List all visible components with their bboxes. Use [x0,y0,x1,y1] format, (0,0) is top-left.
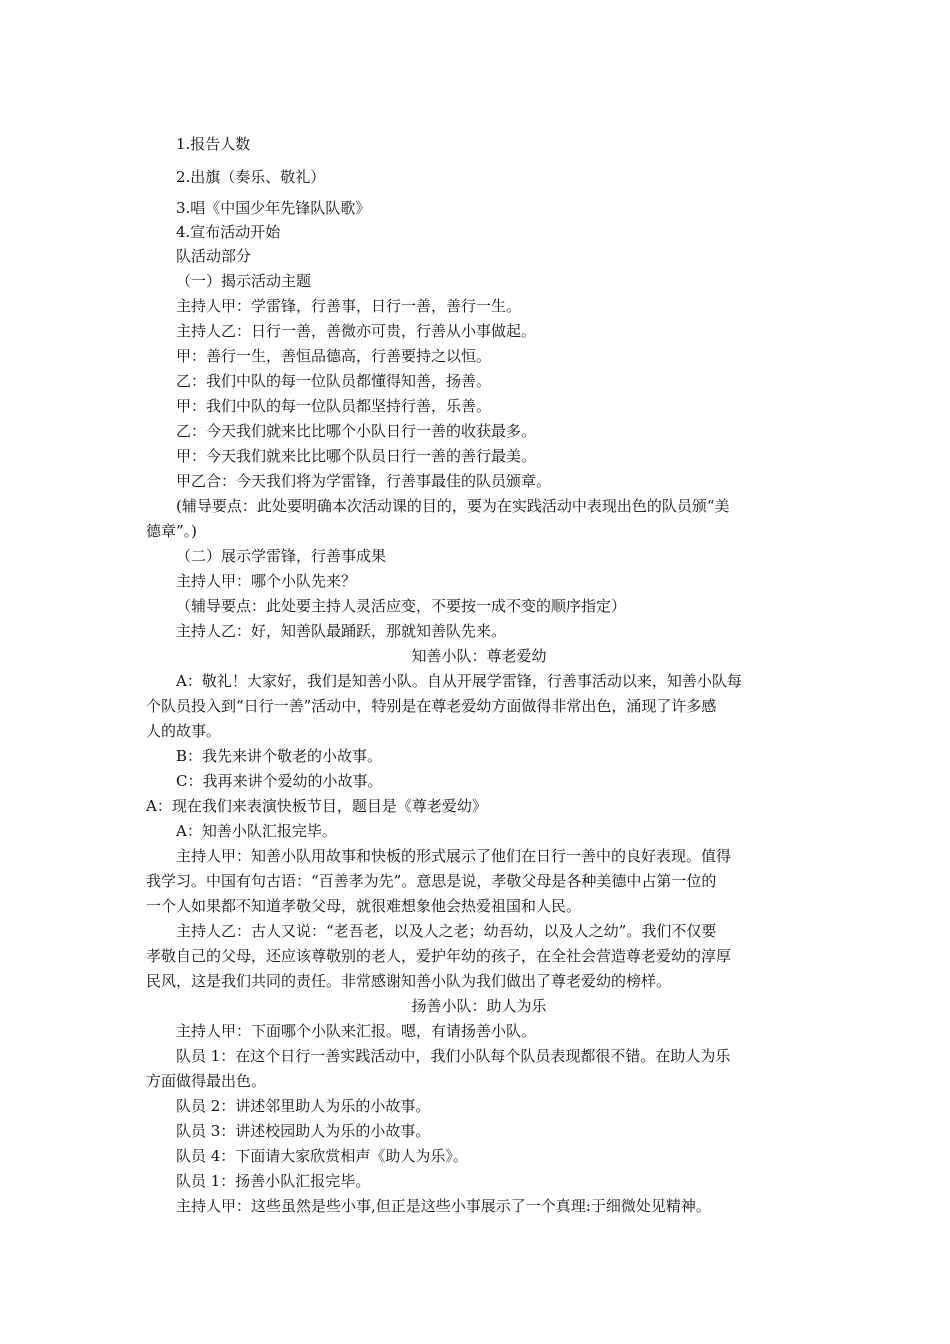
text-line: 队员 3：讲述校园助人为乐的小故事。 [176,1122,431,1140]
text-line: 甲：今天我们就来比比哪个队员日行一善的善行最美。 [176,447,537,465]
agenda-item-3: 3.唱《中国少年先锋队队歌》 [176,199,371,217]
section-heading: 队活动部分 [176,247,252,265]
guidance-note: (辅导要点：此处要明确本次活动课的目的，要为在实践活动中表现出色的队员颁“美 [176,497,730,515]
text-line: 甲：我们中队的每一位队员都坚持行善，乐善。 [176,397,492,415]
text-line: 主持人甲：下面哪个小队来汇报。嗯，有请扬善小队。 [176,1022,537,1040]
text-line: 个队员投入到“日行一善”活动中，特别是在尊老爱幼方面做得非常出色，涌现了许多感 [146,697,717,715]
text-line: 方面做得最出色。 [146,1072,267,1090]
team-heading-1: 知善小队：尊老爱幼 [411,647,547,665]
guidance-note-cont: 德章”。) [146,522,198,540]
text-line: 我学习。中国有句古语：“百善孝为先”。意思是说，孝敬父母是各种美德中占第一位的 [146,872,717,890]
agenda-item-2: 2.出旗（奏乐、敬礼） [176,168,326,186]
text-line: A：现在我们来表演快板节目，题目是《尊老爱幼》 [146,797,487,815]
agenda-item-4: 4.宣布活动开始 [176,223,281,241]
text-line: 孝敬自己的父母，还应该尊敬别的老人，爱护年幼的孩子，在全社会营造尊老爱幼的淳厚 [146,947,732,965]
text-line: 甲乙合：今天我们将为学雷锋，行善事最佳的队员颁章。 [176,472,552,490]
team-heading-2: 扬善小队：助人为乐 [411,997,547,1015]
subsection-heading-1: （一）揭示活动主题 [176,272,312,290]
text-line: 主持人乙：古人又说：“老吾老，以及人之老；幼吾幼，以及人之幼”。我们不仅要 [176,922,717,940]
text-line: 乙：今天我们就来比比哪个小队日行一善的收获最多。 [176,422,537,440]
text-line: 主持人乙：好，知善队最踊跃，那就知善队先来。 [176,622,507,640]
text-line: 队员 2：讲述邻里助人为乐的小故事。 [176,1097,431,1115]
text-line: 一个人如果都不知道孝敬父母，就很难想象他会热爱祖国和人民。 [146,897,582,915]
text-line: C：我再来讲个爱幼的小故事。 [176,772,383,790]
text-line: 主持人甲：知善小队用故事和快板的形式展示了他们在日行一善中的良好表现。值得 [176,847,732,865]
text-line: 主持人甲：哪个小队先来？ [176,572,357,590]
guidance-note: （辅导要点：此处要主持人灵活应变，不要按一成不变的顺序指定） [176,597,627,615]
text-line: 主持人乙：日行一善，善微亦可贵，行善从小事做起。 [176,322,537,340]
text-line: A：敬礼！大家好，我们是知善小队。自从开展学雷锋，行善事活动以来，知善小队每 [176,672,742,690]
text-line: 乙：我们中队的每一位队员都懂得知善，扬善。 [176,372,492,390]
text-line: 主持人甲：学雷锋，行善事，日行一善，善行一生。 [176,297,522,315]
text-line: 甲：善行一生，善恒品德高，行善要持之以恒。 [176,347,492,365]
text-line: A：知善小队汇报完毕。 [176,822,337,840]
subsection-heading-2: （二）展示学雷锋，行善事成果 [176,547,387,565]
agenda-item-1: 1.报告人数 [176,135,251,153]
text-line: 民风，这是我们共同的责任。非常感谢知善小队为我们做出了尊老爱幼的榜样。 [146,972,672,990]
text-line: 人的故事。 [146,722,222,740]
text-line: 队员 4：下面请大家欣赏相声《助人为乐》。 [176,1147,468,1165]
text-line: 队员 1：扬善小队汇报完毕。 [176,1172,371,1190]
text-line: B：我先来讲个敬老的小故事。 [176,747,383,765]
text-line: 队员 1：在这个日行一善实践活动中，我们小队每个队员表现都很不错。在助人为乐 [176,1047,731,1065]
text-line: 主持人甲：这些虽然是些小事,但正是这些小事展示了一个真理:于细微处见精神。 [176,1197,711,1215]
